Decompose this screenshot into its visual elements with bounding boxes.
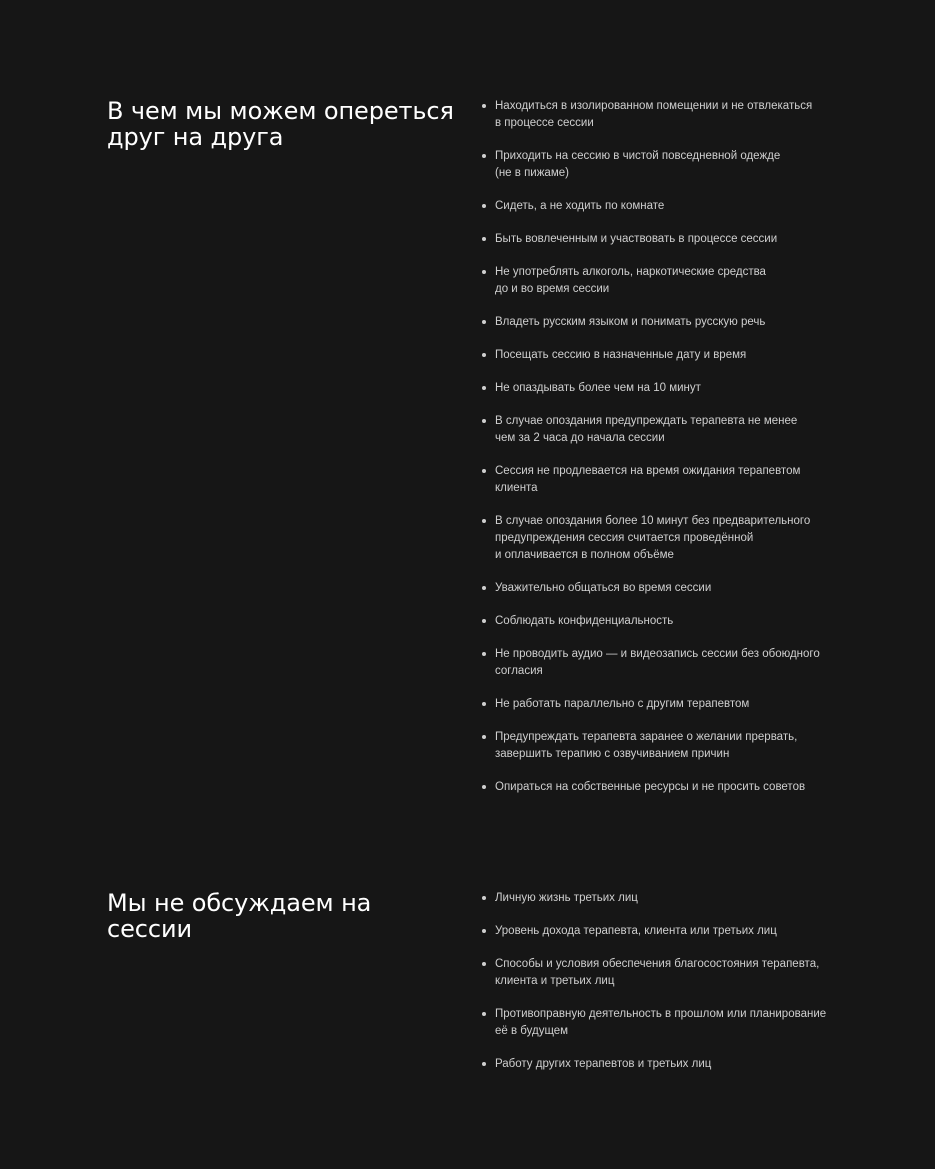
list-item: Соблюдать конфиденциальность	[482, 613, 832, 630]
list-item: Не опаздывать более чем на 10 минут	[482, 380, 832, 397]
list-item: В случае опоздания предупреждать терапевта не менее чем за 2 часа до начала сессии	[482, 413, 832, 447]
list-item: Личную жизнь третьих лиц	[482, 890, 832, 907]
list-item: Владеть русским языком и понимать русскую речь	[482, 314, 832, 331]
list-item: Способы и условия обеспечения благосостояния терапевта, клиента и третьих лиц	[482, 956, 832, 990]
list-item: Сессия не продлевается на время ожидания терапевтом клиента	[482, 463, 832, 497]
list-item: Сидеть, а не ходить по комнате	[482, 198, 832, 215]
list-item: Быть вовлеченным и участвовать в процессе сессии	[482, 231, 832, 248]
list-item: Уважительно общаться во время сессии	[482, 580, 832, 597]
list-item: Опираться на собственные ресурсы и не просить советов	[482, 779, 832, 796]
list-item: Находиться в изолированном помещении и не отвлекаться в процессе сессии	[482, 98, 832, 132]
section-title: Мы не обсуждаем на сессии	[107, 889, 372, 943]
list-item: Приходить на сессию в чистой повседневной одежде (не в пижаме)	[482, 148, 832, 182]
list-item: Уровень дохода терапевта, клиента или третьих лиц	[482, 923, 832, 940]
list-item: Не проводить аудио — и видеозапись сессии без обоюдного согласия	[482, 646, 832, 680]
list-item: Работу других терапевтов и третьих лиц	[482, 1056, 832, 1073]
list-item: Предупреждать терапевта заранее о желании прервать, завершить терапию с озвучиванием причин	[482, 729, 832, 763]
list-item: В случае опоздания более 10 минут без предварительного предупреждения сессия считается проведённой и оплачивается в полном объёме	[482, 513, 832, 564]
list-item: Противоправную деятельность в прошлом или планирование её в будущем	[482, 1006, 832, 1040]
list-item: Не употреблять алкоголь, наркотические средства до и во время сессии	[482, 264, 832, 298]
section-title: В чем мы можем опереться друг на друга	[107, 97, 454, 151]
list-item: Посещать сессию в назначенные дату и время	[482, 347, 832, 364]
topics-list	[482, 890, 832, 1089]
list-item: Не работать параллельно с другим терапевтом	[482, 696, 832, 713]
rules-list	[482, 98, 832, 812]
